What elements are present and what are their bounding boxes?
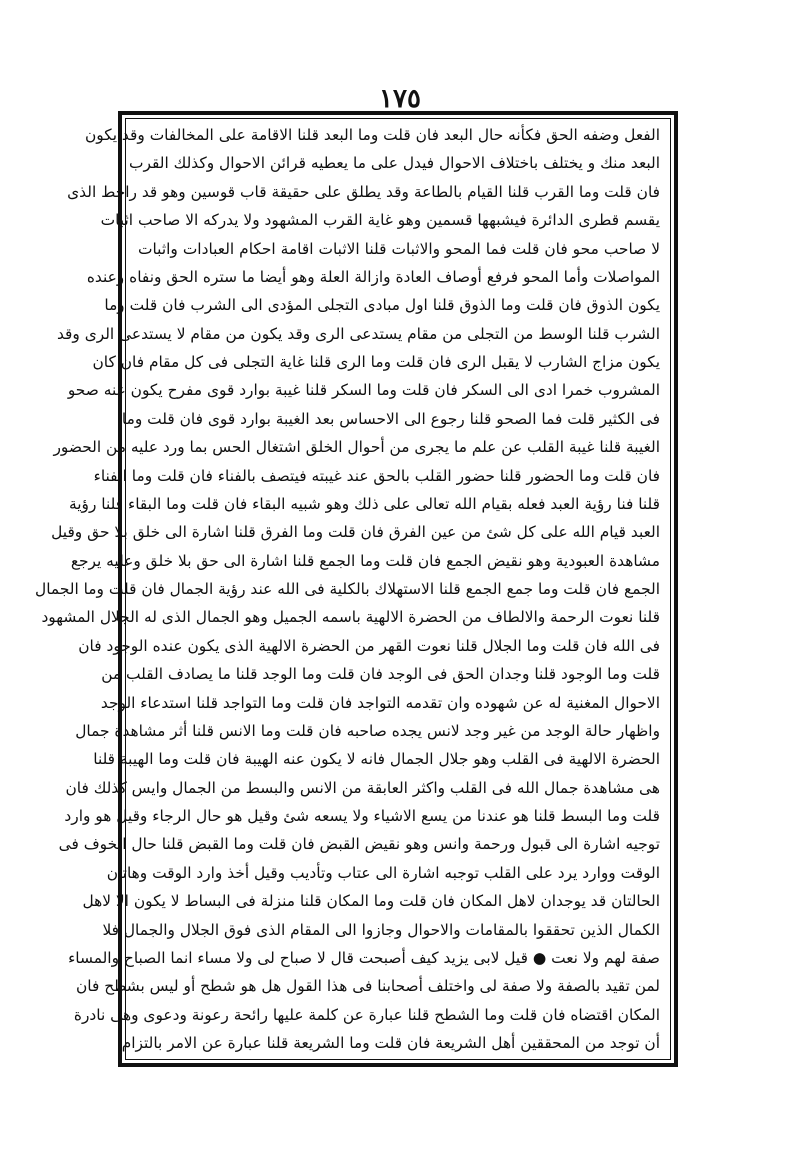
text-line: قلت وما البسط قلنا هو عندنا من يسع الاشياء ولا يسعه شئ وقيل هو حال الرجاء وقيل هو وارد [64,807,660,825]
text-line: توجيه اشارة الى قبول ورحمة وانس وهو نقيض القبض فان قلت وما القبض قلنا حال الخوف فى [58,835,660,854]
text-line: المشروب خمرا ادى الى السكر فان قلت وما السكر قلنا غيبة بوارد قوى مفرح يكون عنه صحو [67,381,660,400]
text-line: قلنا نعوت الرحمة والالطاف من الحضرة الالهية باسمه الجميل وهو الجمال الذى له الجلال المشهود [41,608,660,627]
text-line: فان قلت وما الحضور قلنا حضور القلب بالحق عند غيبته فيتصف بالفناء فان قلت وما الفناء [93,466,660,485]
text-line: الشرب قلنا الوسط من التجلى من مقام يستدعى الرى وقد يكون من مقام لا يستدعى الرى وقد [56,324,660,343]
text-line: فى الله فان قلت وما الجلال قلنا نعوت القهر من الحضرة الالهية الذى يكون عنده الوجود فان [78,636,660,655]
text-line: يكون مزاج الشارب لا يقبل الرى فان قلت وما الرى قلنا غاية التجلى فى كل مقام فان كان [92,353,660,371]
text-line: المكان اقتضاه فان قلت وما الشطح قلنا عبارة عن كلمة عليها رائحة رعونة ودعوى وهى نادرة [73,1005,660,1024]
text-line: واظهار حالة الوجد من غير وجد لانس يجده صاحبه فان قلت وما الانس قلنا أثر مشاهدة جمال [75,721,660,740]
text-line: يكون الذوق فان قلت وما الذوق قلنا اول مبادى التجلى المؤدى الى الشرب فان قلت وما [104,296,660,315]
text-line: يقسم قطرى الدائرة فيشبهها قسمين وهو غاية القرب المشهود ولا يدركه الا صاحب اثبات [100,211,660,230]
text-line: الجمع فان قلت وما جمع الجمع قلنا الاستهلاك بالكلية فى الله عند رؤية الجمال فان قلت وما الجمال [35,580,660,598]
page-border [35,111,678,1067]
text-line: فان قلت وما القرب قلنا القيام بالطاعة وقد يطلق على حقيقة قاب قوسين وهو قد راخط الذى [67,182,660,201]
text-line: الغيبة قلنا غيبة القلب عن علم ما يجرى من أحوال الخلق اشتغال الحس بما ورد عليه من الحضور [53,438,660,457]
text-line: العبد قيام الله على كل شئ من عين الفرق فان قلت وما الفرق قلنا اشارة الى خلق بلا حق وقيل [51,523,660,542]
text-line: مشاهدة العبودية وهو نقيض الجمع فان قلت وما الجمع قلنا اشارة الى حق بلا خلق وعليه يرجع [70,551,660,570]
text-line: الكمال الذين تحققوا بالمقامات والاحوال وجازوا الى المقام الذى فوق الجلال والجمال فلا [102,920,660,939]
text-line: قلنا فنا رؤية العبد فعله بقيام الله تعالى على ذلك وهو شبيه البقاء فان قلت وما البقاء قلنا رؤية [69,494,660,513]
text-line: الحضرة الالهية فى القلب وهو جلال الجمال فانه لا يكون عنه الهيبة فان قلت وما الهيبة قلنا [93,750,660,769]
text-line: لمن تقيد بالصفة ولا صفة لى واختلف أصحابنا فى هذا القول هل هو شطح أو ليس بشطح فان [75,977,660,996]
text-line: الحالتان قد يوجدان لاهل المكان فان قلت وما المكان قلنا منزلة فى البساط لا يكون الا لاهل [82,892,660,911]
text-line: أن توجد من المحققين أهل الشريعة فان قلت وما الشريعة قلنا عبارة عن الامر بالتزام [121,1034,660,1052]
text-line: الوقت ووارد يرد على القلب توجبه اشارة الى عتاب وتأديب وقيل أخذ وارد الوقت وهاتان [106,863,660,882]
text-line: الاحوال المغنية له عن شهوده وان تقدمه التواجد فان قلت وما التواجد قلنا استدعاء الوجد [100,693,660,712]
text-line: لا صاحب محو فان قلت فما المحو والاثبات قلنا الاثبات اقامة احكام العبادات واثبات [138,239,660,258]
text-line: البعد منك و يختلف باختلاف الاحوال فيدل على ما يعطيه قرائن الاحوال وكذلك القرب [129,154,660,173]
page-number: ١٧٥ [379,84,421,114]
text-line: الفعل وضفه الحق فكأنه حال البعد فان قلت وما البعد قلنا الاقامة على المخالفات وقد يكون [85,126,660,144]
text-line: فى الكثير قلت فما الصحو قلنا رجوع الى الاحساس بعد الغيبة بوارد قوى فان قلت وما [121,409,660,428]
text-line: هى مشاهدة جمال الله فى القلب واكثر العابقة من الانس والبسط من الجمال وايس كذلك فان [65,778,660,797]
text-line: قلت وما الوجود قلنا وجدان الحق فى الوجد فان قلت وما الوجد قلنا ما يصادف القلب من [101,665,660,684]
text-line: المواصلات وأما المحو فرفع أوصاف العادة وازالة العلة وهو أيضا ما ستره الحق ونفاه وعنده [86,267,660,286]
body-text [35,123,660,1055]
text-line: صفة لهم ولا نعت ● قيل لابى يزيد كيف أصبحت قال لا صباح لى ولا مساء انما الصباح والمساء [68,948,660,967]
